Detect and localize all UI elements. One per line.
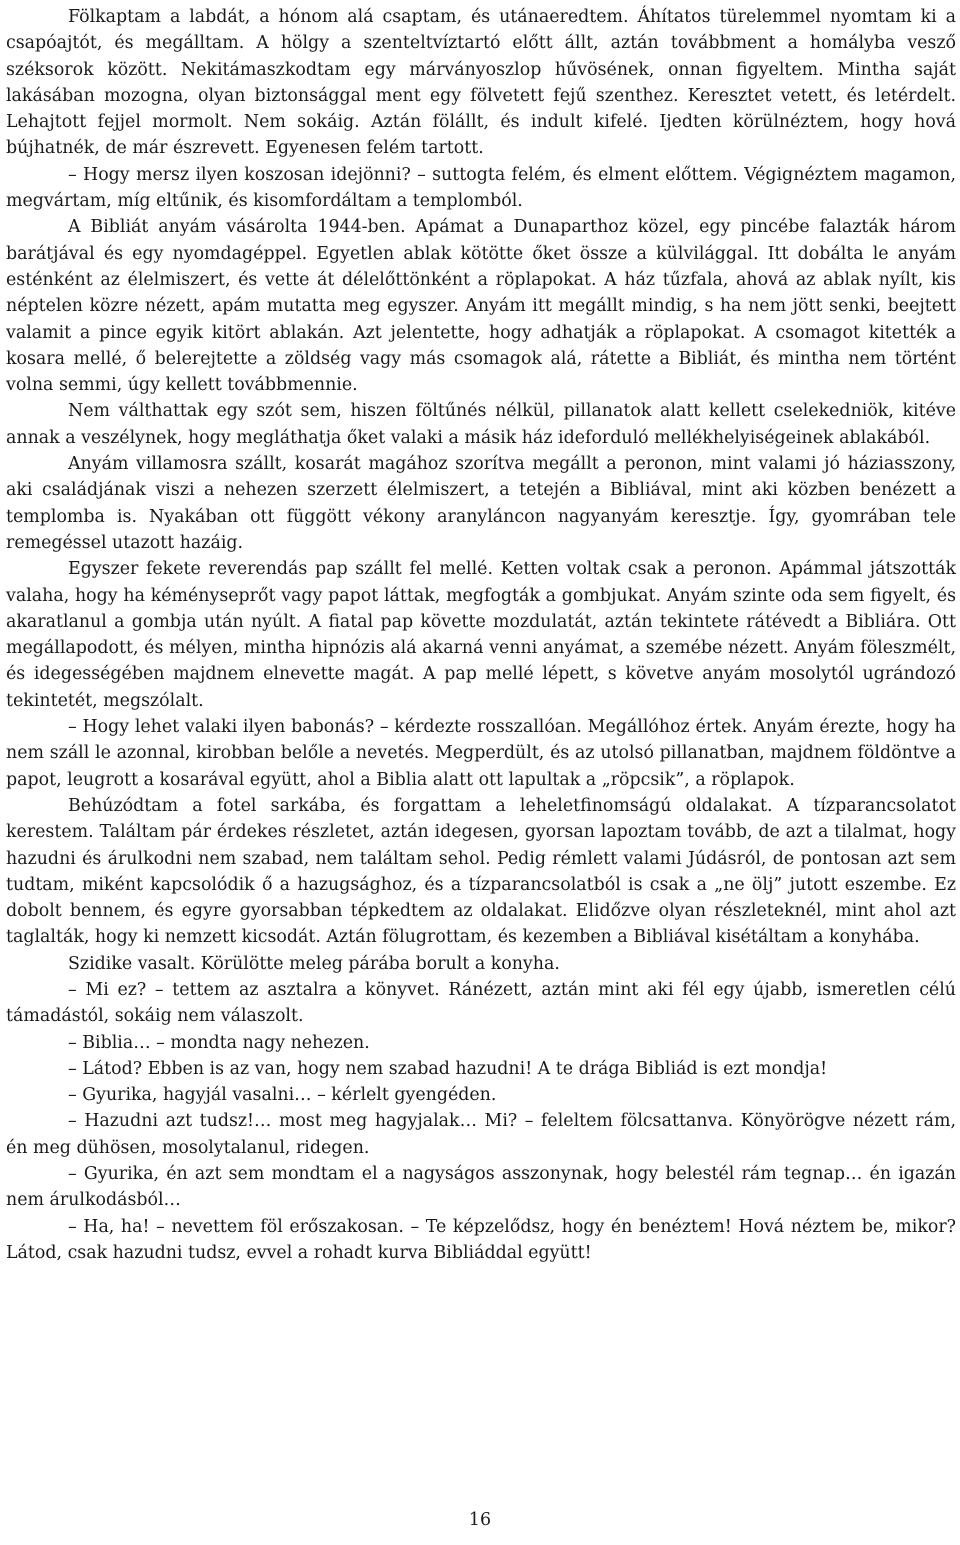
paragraph: Behúzódtam a fotel sarkába, és forgattam a leheletfinomságú oldalakat. A tízparancsolatot kerestem. Találtam pár érdekes részletet, aztán idegesen, gyorsan lapoztam tovább, de azt a tilalmat, hogy hazudni és árulkodni nem szabad, nem találtam sehol. Pedig rémlett valami Júdásról, de pontosan azt sem tudtam, miként kapcsolódik ő a hazugsághoz, és a tízparancsolatból is csak a „ne ölj” jutott eszembe. Ez dobolt bennem, és egyre gyorsabban tépkedtem az oldalakat. Elidőzve olyan részleteknél, mint ahol azt taglalták, hogy ki nemzett kicsodát. Aztán fölugrottam, és kezemben a Bibliával kisétáltam a konyhába. (6, 795, 956, 948)
paragraph: – Mi ez? – tettem az asztalra a könyvet. Ránézett, aztán mint aki fél egy újabb, ismeretlen célú támadástól, sokáig nem válaszolt. (6, 979, 956, 1027)
paragraph: Anyám villamosra szállt, kosarát magához szorítva megállt a peronon, mint valami jó háziasszony, aki családjának viszi a nehezen szerzett élelmiszert, a tetején a Bibliával, mint aki közben benézett a templomba is. Nyakában ott függött vékony aranyláncon nagyanyám keresztje. Így, gyomrában tele remegéssel utazott hazáig. (6, 454, 956, 553)
paragraph: – Hazudni azt tudsz!… most meg hagyjalak… Mi? – feleltem fölcsattanva. Könyörögve nézett rám, én meg dühösen, mosolytalanul, ridegen. (6, 1111, 956, 1158)
paragraph: Egyszer fekete reverendás pap szállt fel mellé. Ketten voltak csak a peronon. Apámmal játszották valaha, hogy ha kéményseprőt vagy papot láttak, megfogták a gombjukat. Anyám szinte oda sem figyelt, és akaratlanul a gombja után nyúlt. A fiatal pap követte mozdulatát, aztán tekintete rátévedt a Bibliára. Ott megállapodott, és mélyen, mintha hipnózis alá akarná venni anyámat, a szemébe nézett. Anyám föleszmélt, és idegességében majdnem elnevette magát. A pap mellé lépett, s követve anyám mosolytól ugrándozó tekintetét, megszólalt. (6, 559, 956, 711)
paragraph: – Gyurika, hagyjál vasalni… – kérlelt gyengéden. (68, 1085, 497, 1106)
paragraph: A Bibliát anyám vásárolta 1944-ben. Apámat a Dunaparthoz közel, egy pincébe falazták három barátjával és egy nyomdagéppel. Egyetlen ablak kötötte őket össze a külvilággal. Itt dobálta le anyám esténként az élelmiszert, és vette át délelőttönként a röplapokat. A ház tűzfala, ahová az ablak nyílt, kis néptelen közre nézett, apám mutatta meg egyszer. Anyám itt megállt mindig, s ha nem jött senki, beejtett valamit a pince egyik kitört ablakán. Azt jelentette, hogy adhatják a röplapokat. A csomagot kitették a kosara mellé, ő belerejtette a zöldség vagy más csomagok alá, rátette a Bibliát, és mintha nem történt volna semmi, úgy kellett továbbmennie. (6, 217, 956, 396)
paragraph: – Látod? Ebben is az van, hogy nem szabad hazudni! A te drága Bibliád is ezt mondja! (68, 1058, 828, 1079)
paragraph: – Ha, ha! – nevettem föl erőszakosan. – Te képzelődsz, hogy én benéztem! Hová néztem be, mikor? Látod, csak hazudni tudsz, evvel a rohadt kurva Bibliáddal együtt! (6, 1216, 956, 1263)
page-number: 16 (468, 1510, 492, 1530)
paragraph: Nem válthattak egy szót sem, hiszen föltűnés nélkül, pillanatok alatt kellett cselekedniök, kitéve annak a veszélynek, hogy megláthatja őket valaki a másik ház ideforduló mellékhelyiségeinek ablakából. (6, 401, 956, 448)
paragraph: – Biblia… – mondta nagy nehezen. (68, 1032, 370, 1053)
body-text (6, 4, 956, 1266)
paragraph: Fölkaptam a labdát, a hónom alá csaptam, és utánaeredtem. Áhítatos türelemmel nyomtam ki a csapóajtót, és megálltam. A hölgy a szenteltvíztartó előtt állt, aztán továbbment a homályba vesző széksorok között. Nekitámaszkodtam egy márványoszlop hűvösének, onnan figyeltem. Mintha saját lakásában mozogna, olyan biztonsággal ment egy fölvetett fejű szenthez. Keresztet vetett, és letérdelt. Lehajtott fejjel mormolt. Nem sokáig. Aztán fölállt, és indult kifelé. Ijedten körülnéztem, hogy hová bújhatnék, de már észrevett. Egyenesen felém tartott. (6, 7, 956, 159)
paragraph: – Gyurika, én azt sem mondtam el a nagyságos asszonynak, hogy belestél rám tegnap… én igazán nem árulkodásból… (6, 1164, 956, 1211)
paragraph: Szidike vasalt. Körülötte meleg párába borult a konyha. (68, 953, 560, 974)
paragraph: – Hogy lehet valaki ilyen babonás? – kérdezte rosszallóan. Megállóhoz értek. Anyám érezte, hogy ha nem száll le azonnal, kirobban belőle a nevetés. Megperdült, és az utolsó pillanatban, majdnem földöntve a papot, leugrott a kosarával együtt, ahol a Biblia alatt ott lapultak a „röpcsik”, a röplapok. (6, 717, 956, 790)
paragraph: – Hogy mersz ilyen koszosan idejönni? – suttogta felém, és elment előttem. Végignéztem magamon, megvártam, míg eltűnik, és kisomfordáltam a templomból. (6, 164, 956, 212)
